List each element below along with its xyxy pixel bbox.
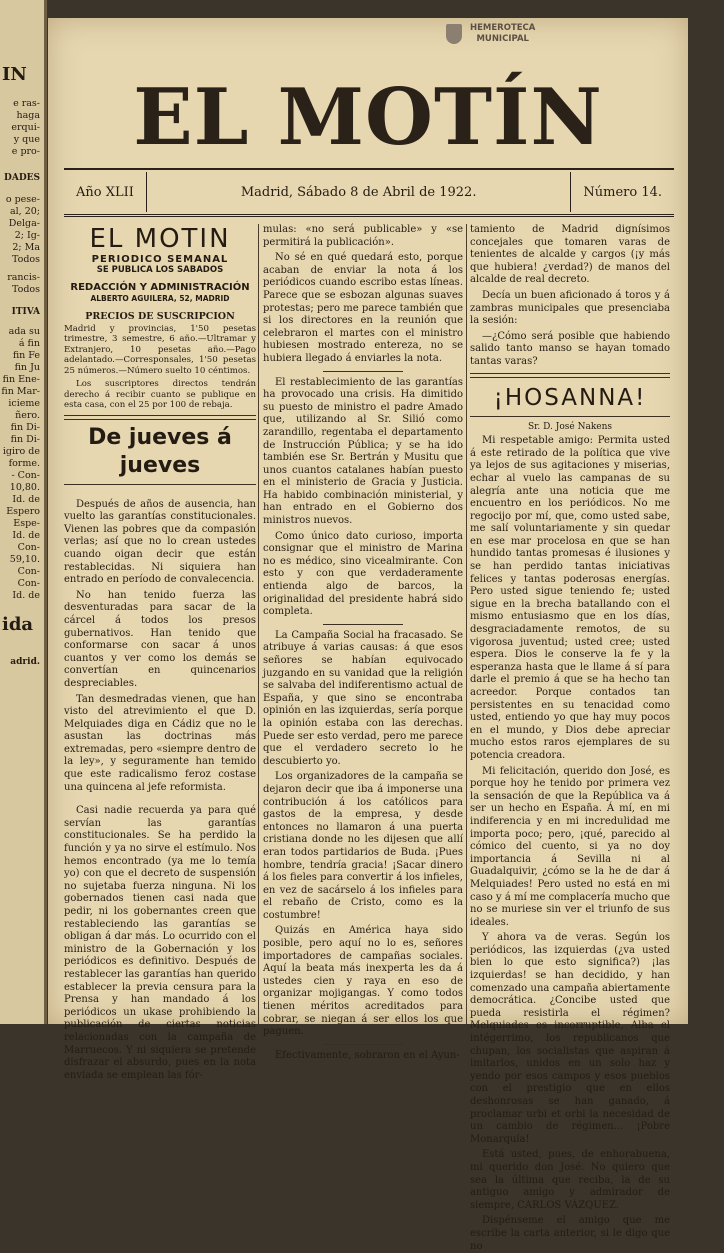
prev-page-line: y que [13,134,40,145]
prices-note: Los suscriptores directos tendrán derecho á recibir cuanto se publique en esta casa, con el 25 por 100 de rebaja. [64,379,256,411]
article-paragraph: Casi nadie recuerda ya para qué servían las garantías constitucionales. Se ha perdido la función y ya no sirve el estímulo. Nos hemos encontrado (ya me lo temía yo) con que el decreto de suspensión no sujetaba fuerza ninguna. Ni los gobernados tienen casi nada que pedir, ni los gobernantes creen que restableciendo las garantías se obligan á dar más. Lo ocurrido con el ministro de la Gobernación y los periódicos es definitivo. Después de restablecer las garantías han querido establecer la previa censura para la Prensa y han mandado á los periódicos un ukase prohibiendo la publicación de ciertas noticias relacionadas con la campaña de Marruecos. Y ni siquiera se pretende disfrazar el absurdo, pues en la nota enviada se emplean las fór- [64,805,256,1081]
prev-page-label: IN [2,64,27,85]
library-stamp [446,23,535,45]
box-admin: REDACCIÓN Y ADMINISTRACIÓN [70,282,250,293]
article-paragraph: tamiento de Madrid dignísimos concejales que tomaren varas de tenientes de alcalde y cargos (¡y más que hubiera! ¿verdad?) de manos del alcalde de real decreto. [470,224,670,286]
article-paragraph: mulas: «no será publicable» y «se permitirá la publicación». [263,224,463,248]
prev-page-line: Id. de [12,590,40,601]
prev-page-line: 2; Ig- [14,230,40,241]
prev-page-line: 10,80. [9,482,40,493]
prev-page-line: Espe- [13,518,40,529]
prev-page-line: ñero. [15,410,40,421]
prev-page-line: Id. de [12,494,40,505]
article-title: ¡HOSANNA! [493,384,647,411]
prev-page-line: erqui- [11,122,40,133]
masthead-title: EL MOTÍN [133,72,603,163]
prev-page-line: al, 20; [9,206,40,217]
stamp-line: MUNICIPAL [476,34,529,44]
prev-page-line: haga [16,110,40,121]
prev-page-label: adrid. [10,657,40,667]
prev-page-label: DADES [4,173,40,183]
article-paragraph: Dispénseme el amigo que me escribe la carta anterior, si le digo que no [470,1215,670,1252]
prev-page-line: 2; Ma [12,242,40,253]
prev-page-line: Todos [12,254,40,265]
prices-title: PRECIOS DE SUSCRIPCION [85,311,235,322]
prev-page-line: Con- [17,566,40,577]
stamp-line: HEMEROTECA [470,23,536,33]
article-paragraph: La Campaña Social ha fracasado. Se atribuye á varias causas: á que esos señores se habían equivocado juzgando en su vanidad que la religión se salvaba del indiferentismo actual de España, y que sino se encontraba opinión en las izquierdas, sería porque la opinión estaba con las derechas. Puede ser esto verdad, pero me parece que el verdadero secreto lo he descubierto yo. [263,629,463,767]
letter-addressee: Sr. D. José Nakens [527,421,613,432]
prev-page-line: Delga- [8,218,40,229]
prev-page-line: rancis- [7,272,40,283]
prev-page-line: fin Ju [14,362,40,373]
article-paragraph: Decía un buen aficionado á toros y á zambras municipales que presenciaba la sesión: [470,289,670,327]
article-paragraph: Y ahora va de veras. Según los periódicos, las izquierdas (¿va usted bien lo que esto significa?) ¡las izquierdas! se han decidido, y han comenzado una campaña abiertamente democrática. ¿Concibe usted que pueda resistirla el régimen? Melquiades es incorruptible, Alba el intégerrimo, los republicanos que chupan, los socialistas que aspiran á imitarlos, unidos en un solo haz y yendo por esos campos y esos pueblos con el prestigio que en ellos deshonrosas se han ganado, á proclamar urbi et orbi la necesidad de un cambio de régimen... ¡Pobre Monarquía! [470,932,670,1145]
box-subtitle: SE PUBLICA LOS SABADOS [96,265,224,275]
article-paragraph: Después de años de ausencia, han vuelto las garantías constitucionales. Vienen las pobres que da compasión verlas; así que no lo crean ustedes cuando oigan decir que están restablecidas. Ni siquiera han entrado en período de convalecencia. [64,498,256,586]
prev-page-line: fin Ene- [2,374,40,385]
prev-page-line: Con- [17,542,40,553]
subscription-box [64,224,256,411]
prev-page-line: e pro- [11,146,40,157]
issue-date: Madrid, Sábado 8 de Abril de 1922. [240,184,477,200]
article-paragraph: Los organizadores de la campaña se dejaron decir que iba á imponerse una contribución á los católicos para gastos de la empresa, y desde entonces no llamaron á una puerta cristiana donde no les dijesen que allí eran todos partidarios de Buda. ¡Pues hombre, tendría gracia! ¡Sacar dinero á los fieles para convertir á los infieles, en vez de sacárselo á los infieles para el rebaño de Cristo, como es la costumbre! [263,771,463,921]
column-3 [470,224,670,1252]
prev-page-line: o pese- [5,194,40,205]
article-paragraph: Como único dato curioso, importa consignar que el ministro de Marina no es médico, sino vicealmirante. Con esto y con que verdaderamente entienda algo de barcos, la originalidad del presidente habrá sido completa. [263,530,463,618]
issue-number: Número 14. [583,184,662,200]
prev-page-line: Espero [6,506,40,517]
prev-page-label: ITIVA [11,307,40,317]
prev-page-label: ida [2,614,34,635]
prev-page-line: fin Fe [12,350,40,361]
article-title: De jueves á jueves [88,424,232,478]
article-paragraph: Quizás en América haya sido posible, pero aquí no lo es, señores importadores de campañas sociales. Aquí la beata más inexperta les da á ustedes cien y raya en eso de organizar mojigangas. Y como todos tienen méritos acreditados para cobrar, se niegan á ser ellos los que paguen. [263,925,463,1038]
prev-page-line: fin Di- [10,422,40,433]
prices-text: Madrid y provincias, 1'50 pesetas trimestre, 3 semestre, 6 año.—Ultramar y Extranjero, 10 pesetas año.—Pago adelantado.—Corresponsales, 1'50 pesetas 25 números.—Número suelto 10 céntimos. [64,323,256,376]
article-paragraph: Tan desmedradas vienen, que han visto del atrevimiento el que D. Melquiades diga en Cádiz que no le asustan las doctrinas más extremadas, pero «siempre dentro de la ley», y seguramente han temido que este radicalismo feroz costase una quincena al jefe reformista. [64,693,256,793]
article-paragraph: Efectivamente, sobraron en el Ayun- [275,1049,460,1061]
prev-page-line: ada su [8,326,40,337]
article-paragraph: No han tenido fuerza las desventuradas para sacar de la cárcel á todos los presos gubernativos. Han tenido que conformarse con sacar á unos cuantos y ver como los demás se convertían en quincenarios despreciables. [64,589,256,689]
prev-page-line: icieme [8,398,40,409]
prev-page-line: Todos [12,284,40,295]
prev-page-line: e ras- [13,98,40,109]
column-2 [263,224,463,1061]
prev-page-line: - Con- [11,470,40,481]
previous-page-edge [0,0,47,1024]
crest-icon [446,24,462,44]
column-1 [64,224,256,1081]
box-address: ALBERTO AGUILERA, 52, MADRID [90,294,230,303]
issue-year: Año XLII [76,184,134,200]
prev-page-line: Con- [17,578,40,589]
prev-page-line: fin Di- [10,434,40,445]
prev-page-line: forme. [8,458,40,469]
prev-page-line: fin Mar- [1,386,40,397]
box-subtitle: PERIODICO SEMANAL [91,254,229,265]
article-paragraph: El restablecimiento de las garantías ha provocado una crisis. Ha dimitido su puesto de ministro el padre Amado que, utilizando al Sr. Silió como zarandillo, regentaba el departamento de Instrucción Pública; y se ha ido también ese Sr. Bertrán y Musitu que unos cuantos catalanes habían puesto en el ministerio de Gracia y Justicia. Ha habido combinación ministerial, y han entrado en el Gobierno dos ministros nuevos. [263,376,463,527]
prev-page-line: Id. de [12,530,40,541]
issue-info-bar [64,168,674,217]
prev-page-line: igiro de [2,446,40,457]
article-paragraph: No sé en qué quedará esto, porque acaban de enviar la nota á los periódicos cuando escribo estas líneas. Parece que se esbozan algunas suaves protestas; pero me parece también que si los directores en la reunión que celebraron el martes con el ministro hubiesen mostrado entereza, no se hubiera llegado á enviarles la nota. [263,252,463,364]
prev-page-line: á fin [18,338,40,349]
article-paragraph: Está usted, pues, de enhorabuena, mi querido don José. No quiero que sea la última que reciba, la de su antiguo amigo y admirador de siempre, CARLOS VÁZQUEZ. [470,1149,670,1211]
prev-page-line: 59,10. [9,554,40,565]
box-title: EL MOTIN [89,224,231,254]
newspaper-page [48,18,688,1252]
article-paragraph: Mi felicitación, querido don José, es porque hoy he tenido por primera vez la sensación de que la República va á ser un hecho en España. Á mí, en mi indiferencia y en mi incredulidad me importa poco; pero, ¡qué, parecido al cómico del cuento, si ya no doy importancia á Sevilla ni al Guadalquivir, ¿cómo se la he de dar á Melquiades! Pero usted no está en mi caso y á mí me complacería mucho que no se muriese sin ver el triunfo de sus ideales. [470,765,670,928]
article-paragraph: —¿Cómo será posible que habiendo salido tanto manso se hayan tomado tantas varas? [470,330,670,367]
article-paragraph: Mi respetable amigo: Permita usted á este retirado de la política que vive ya lejos de sus agitaciones y miserias, echar al vuelo las campanas de su alegría ante una noticia que me encuentro en los periódicos. No me regocijo por mí, que, como usted sabe, me salí voluntariamente y sin quedar en ese mar procelosa en que se han hundido tantas promesas é ilusiones y se han perdido tantas iniciativas felices y tantas poderosas energías. Pero usted sigue teniendo fe; usted sigue en la brecha batallando con el mismo entusiasmo que en los días, desgraciadamente remotos, de su vigorosa juventud; usted cree; usted espera. Dios le conserve la fe y la esperanza hasta que le llame á sí para darle el premio á que se ha hecho tan acreedor. Porque contados tan persistentes en su tenacidad como usted, entiendo yo que hay muy pocos en el mundo, y Dios debe apreciar mucho estos raros ejemplares de su potencia creadora. [470,435,670,761]
